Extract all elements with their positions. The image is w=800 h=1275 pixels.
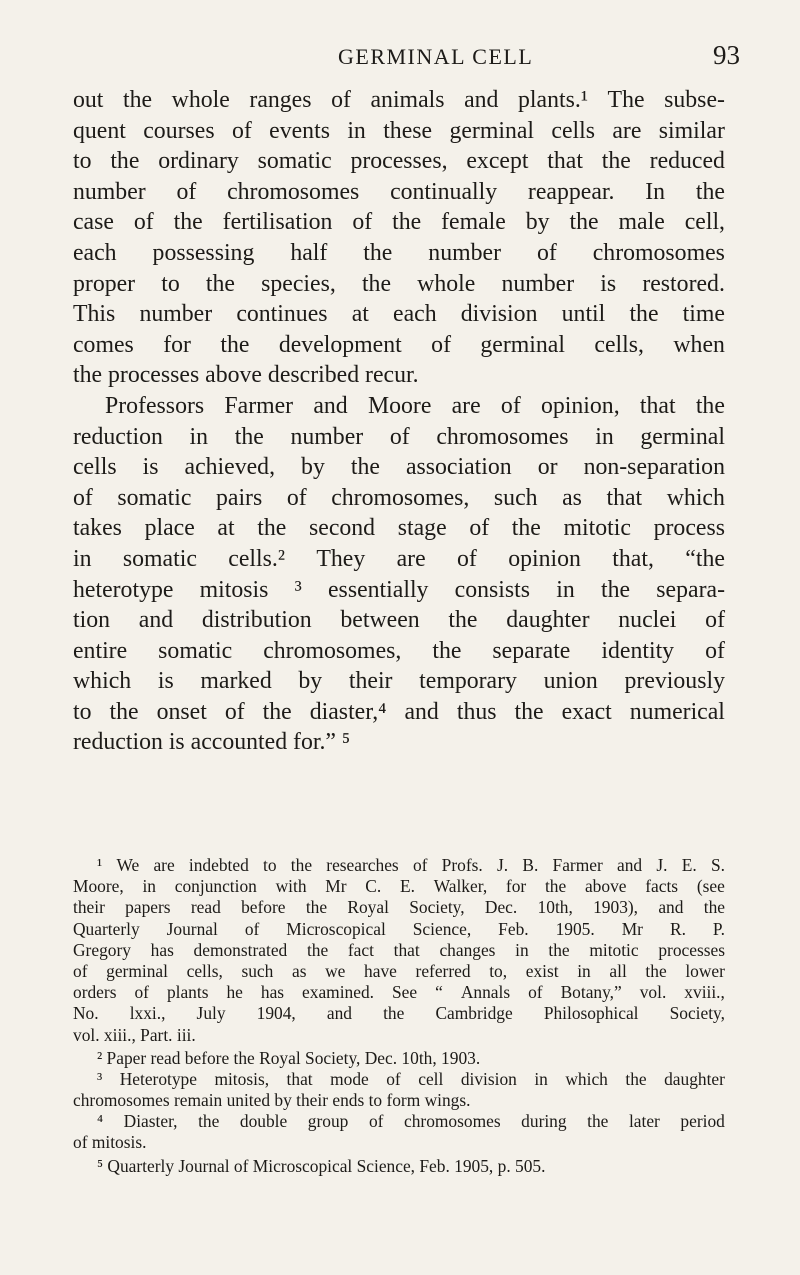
footnote-line: ¹ We are indebted to the researches of Profs. J. B. Farmer and J. E. S.: [97, 855, 725, 875]
body-line: which is marked by their temporary union previously: [73, 668, 725, 695]
footnote-line: ² Paper read before the Royal Society, Dec. 10th, 1903.: [97, 1047, 481, 1068]
body-line: reduction in the number of chromosomes in germinal: [73, 423, 725, 450]
footnote-line: ⁴ Diaster, the double group of chromosomes during the later period: [97, 1111, 725, 1132]
body-line: case of the fertilisation of the female by the male cell,: [73, 209, 725, 236]
body-line: cells is achieved, by the association or non-separation: [73, 454, 725, 481]
footnote-line: No. lxxi., July 1904, and the Cambridge Philosophical Society,: [73, 1003, 725, 1024]
footnote-line: Moore, in conjunction with Mr C. E. Walker, for the above facts (see: [73, 876, 725, 897]
body-line: entire somatic chromosomes, the separate identity of: [73, 637, 725, 664]
body-text: [73, 85, 725, 758]
footnote-line: vol. xiii., Part. iii.: [73, 1024, 196, 1045]
body-line: heterotype mitosis ³ essentially consists in the separa-: [73, 576, 725, 603]
footnote-line: Gregory has demonstrated the fact that changes in the mitotic processes: [73, 939, 725, 960]
footnote-line: of germinal cells, such as we have referred to, exist in all the lower: [73, 960, 725, 981]
footnote-line: orders of plants he has examined. See “ Annals of Botany,” vol. xviii.,: [73, 982, 725, 1003]
body-line: comes for the development of germinal cells, when: [73, 331, 725, 358]
page-header: [338, 40, 740, 71]
body-line: in somatic cells.² They are of opinion that, “the: [73, 545, 725, 572]
body-line: reduction is accounted for.” ⁵: [73, 729, 351, 756]
body-line: each possessing half the number of chromosomes: [73, 239, 725, 266]
body-line: tion and distribution between the daughter nuclei of: [73, 607, 725, 634]
running-head: GERMINAL CELL: [338, 44, 534, 69]
body-line: of somatic pairs of chromosomes, such as that which: [73, 484, 725, 511]
footnote-line: of mitosis.: [73, 1132, 147, 1153]
footnote-line: Quarterly Journal of Microscopical Science, Feb. 1905. Mr R. P.: [73, 918, 725, 939]
body-line: to the ordinary somatic processes, except that the reduced: [73, 148, 725, 175]
footnote-line: ³ Heterotype mitosis, that mode of cell division in which the daughter: [97, 1068, 725, 1089]
footnote-line: chromosomes remain united by their ends to form wings.: [73, 1090, 471, 1111]
body-line: takes place at the second stage of the mitotic process: [73, 515, 725, 542]
footnotes: [73, 855, 725, 1177]
body-line: Professors Farmer and Moore are of opinion, that the: [105, 392, 725, 419]
body-line: out the whole ranges of animals and plants.¹ The subse-: [73, 87, 725, 113]
body-line: proper to the species, the whole number is restored.: [73, 270, 725, 297]
body-line: to the onset of the diaster,⁴ and thus the exact numerical: [73, 698, 725, 725]
body-line: the processes above described recur.: [73, 362, 419, 389]
page-number: 93: [713, 40, 740, 70]
footnote-line: their papers read before the Royal Society, Dec. 10th, 1903), and the: [73, 897, 725, 918]
body-line: number of chromosomes continually reappear. In the: [73, 178, 725, 205]
body-line: quent courses of events in these germinal cells are similar: [73, 117, 725, 144]
body-line: This number continues at each division until the time: [73, 301, 725, 328]
footnote-line: ⁵ Quarterly Journal of Microscopical Science, Feb. 1905, p. 505.: [97, 1155, 546, 1176]
